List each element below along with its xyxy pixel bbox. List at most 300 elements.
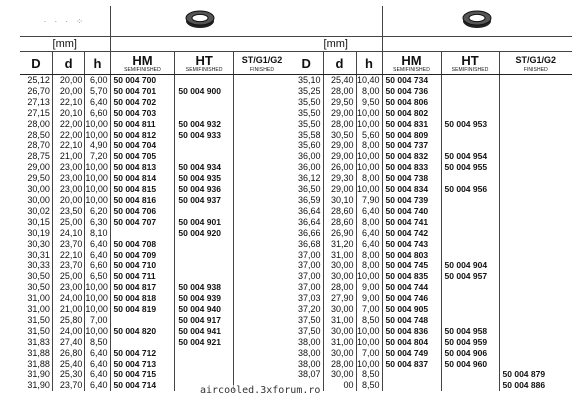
cell-hm: 50 004 710	[110, 260, 175, 271]
cell-st	[233, 282, 290, 293]
table-row	[20, 304, 290, 315]
table-row	[290, 228, 572, 239]
table-row	[290, 239, 572, 250]
cell-h: 6,40	[356, 239, 382, 250]
cell-st	[233, 326, 290, 337]
cell-ht	[175, 151, 234, 162]
dimension-sketch-icon: · · · ⁘	[20, 6, 110, 37]
cell-st	[233, 315, 290, 326]
cell-d: 23,70	[52, 239, 84, 250]
watermark-text: aircooled.3xforum.ro	[200, 385, 321, 396]
cell-h: 10,00	[85, 195, 110, 206]
table-row	[20, 250, 290, 261]
cell-hm: 50 004 738	[382, 173, 441, 184]
header-ht: HT SEMIFINISHED	[441, 52, 499, 75]
cell-st	[499, 315, 572, 326]
cell-hm: 50 004 806	[382, 97, 441, 108]
cell-st	[233, 184, 290, 195]
cell-d: 30,00	[323, 369, 356, 380]
cell-ht	[175, 348, 234, 359]
cell-D: 35,60	[290, 140, 323, 151]
cell-ht	[175, 75, 234, 86]
cell-D: 35,58	[290, 130, 323, 141]
cell-st	[233, 250, 290, 261]
right-table-panel	[290, 6, 572, 391]
cell-st	[233, 130, 290, 141]
cell-D: 31,88	[20, 359, 52, 370]
cell-hm: 50 004 715	[110, 369, 175, 380]
cell-D: 28,00	[20, 119, 52, 130]
cell-hm: 50 004 705	[110, 151, 175, 162]
cell-hm: 50 004 803	[382, 250, 441, 261]
cell-ht: 50 004 901	[175, 217, 234, 228]
cell-h: 10,00	[356, 359, 382, 370]
cell-hm: 50 004 812	[110, 130, 175, 141]
cell-d: 26,90	[323, 228, 356, 239]
cell-hm: 50 004 708	[110, 239, 175, 250]
cell-h: 10,00	[85, 293, 110, 304]
cell-st	[499, 130, 572, 141]
cell-st	[499, 326, 572, 337]
cell-ht: 50 004 900	[175, 86, 234, 97]
table-row	[20, 348, 290, 359]
cell-st	[233, 293, 290, 304]
cell-ht	[175, 239, 234, 250]
cell-h: 7,90	[356, 195, 382, 206]
cell-ht: 50 004 958	[441, 326, 499, 337]
cell-hm: 50 004 837	[382, 359, 441, 370]
cell-ht: 50 004 906	[441, 348, 499, 359]
cell-st	[233, 359, 290, 370]
cell-st	[499, 337, 572, 348]
cell-ht: 50 004 904	[441, 260, 499, 271]
cell-h: 5,60	[356, 130, 382, 141]
cell-D: 38,07	[290, 369, 323, 380]
cell-D: 29,00	[20, 162, 52, 173]
cell-hm: 50 004 709	[110, 250, 175, 261]
cell-D: 36,50	[290, 184, 323, 195]
table-row	[290, 304, 572, 315]
cell-h: 7,00	[356, 304, 382, 315]
cell-hm: 50 004 741	[382, 217, 441, 228]
cell-D: 28,50	[20, 130, 52, 141]
cell-ht: 50 004 921	[175, 337, 234, 348]
cell-d: 24,00	[52, 326, 84, 337]
cell-D: 30,50	[20, 282, 52, 293]
cell-ht: 50 004 956	[441, 184, 499, 195]
cell-hm: 50 004 707	[110, 217, 175, 228]
cell-h: 10,00	[356, 326, 382, 337]
left-unit-row	[20, 37, 290, 52]
cell-D: 30,00	[20, 195, 52, 206]
header-ht: HT SEMIFINISHED	[175, 52, 234, 75]
table-row	[20, 195, 290, 206]
cell-h: 9,00	[356, 282, 382, 293]
cell-st	[233, 260, 290, 271]
cell-D: 35,25	[290, 86, 323, 97]
cell-d: 26,80	[52, 348, 84, 359]
table-row	[290, 348, 572, 359]
cell-ht: 50 004 935	[175, 173, 234, 184]
seal-ring-icon	[382, 6, 572, 37]
cell-d: 25,00	[52, 217, 84, 228]
cell-d: 25,00	[52, 271, 84, 282]
cell-st	[499, 108, 572, 119]
cell-ht: 50 004 955	[441, 162, 499, 173]
table-row	[290, 369, 572, 380]
cell-D: 30,31	[20, 250, 52, 261]
cell-hm: 50 004 813	[110, 162, 175, 173]
cell-D: 31,83	[20, 337, 52, 348]
table-row	[290, 119, 572, 130]
cell-D: 28,75	[20, 151, 52, 162]
table-row	[290, 293, 572, 304]
cell-D: 30,19	[20, 228, 52, 239]
table-row	[20, 217, 290, 228]
cell-ht: 50 004 917	[175, 315, 234, 326]
cell-d: 29,00	[323, 140, 356, 151]
cell-h: 10,00	[85, 304, 110, 315]
cell-hm: 50 004 820	[110, 326, 175, 337]
cell-h: 7,20	[85, 151, 110, 162]
cell-st	[233, 337, 290, 348]
cell-h: 8,00	[356, 250, 382, 261]
cell-hm: 50 004 736	[382, 86, 441, 97]
cell-D: 30,50	[20, 271, 52, 282]
cell-D: 31,00	[20, 304, 52, 315]
table-row	[290, 162, 572, 173]
cell-ht	[441, 304, 499, 315]
cell-ht: 50 004 932	[175, 119, 234, 130]
cell-h: 9,50	[356, 97, 382, 108]
cell-hm: 50 004 834	[382, 184, 441, 195]
cell-d: 30,00	[323, 348, 356, 359]
cell-hm: 50 004 817	[110, 282, 175, 293]
table-row	[20, 293, 290, 304]
cell-D: 36,68	[290, 239, 323, 250]
table-row	[20, 140, 290, 151]
cell-st	[499, 304, 572, 315]
cell-st	[233, 195, 290, 206]
cell-h: 6,30	[85, 217, 110, 228]
table-row	[20, 119, 290, 130]
cell-d: 30,00	[323, 304, 356, 315]
cell-D: 37,20	[290, 304, 323, 315]
cell-st	[499, 228, 572, 239]
cell-hm: 50 004 700	[110, 75, 175, 86]
cell-ht	[441, 228, 499, 239]
cell-D: 36,00	[290, 162, 323, 173]
cell-st	[499, 260, 572, 271]
cell-st	[499, 75, 572, 86]
cell-ht	[441, 108, 499, 119]
cell-st	[499, 293, 572, 304]
cell-d: 31,00	[323, 250, 356, 261]
cell-ht	[441, 369, 499, 380]
cell-D: 28,70	[20, 140, 52, 151]
cell-st	[499, 195, 572, 206]
cell-h: 8,00	[356, 86, 382, 97]
cell-st	[499, 119, 572, 130]
cell-hm: 50 004 809	[382, 130, 441, 141]
cell-ht	[441, 195, 499, 206]
cell-ht	[441, 380, 499, 391]
right-icon-row	[290, 6, 572, 37]
right-dimension-table	[290, 6, 572, 391]
header-D: D	[20, 52, 52, 75]
right-unit-row	[290, 37, 572, 52]
cell-d: 26,00	[323, 162, 356, 173]
cell-h: 6,40	[85, 369, 110, 380]
table-row	[20, 260, 290, 271]
cell-h: 8,10	[85, 228, 110, 239]
unit-label: [mm]	[20, 37, 110, 52]
table-row	[20, 86, 290, 97]
cell-hm: 50 004 712	[110, 348, 175, 359]
cell-d: 25,80	[52, 315, 84, 326]
cell-h: 8,00	[356, 173, 382, 184]
cell-h: 6,40	[85, 359, 110, 370]
header-hm: HM SEMIFINISHED	[382, 52, 441, 75]
cell-h: 7,00	[356, 348, 382, 359]
cell-h: 6,40	[85, 239, 110, 250]
cell-st	[499, 140, 572, 151]
cell-hm: 50 004 743	[382, 239, 441, 250]
cell-hm	[110, 228, 175, 239]
cell-d: 31,20	[323, 239, 356, 250]
cell-h: 6,60	[85, 108, 110, 119]
cell-hm: 50 004 740	[382, 206, 441, 217]
cell-st	[233, 217, 290, 228]
table-row	[20, 173, 290, 184]
cell-d: 31,00	[323, 337, 356, 348]
cell-h: 6,40	[85, 97, 110, 108]
cell-ht: 50 004 940	[175, 304, 234, 315]
cell-d: 20,10	[52, 108, 84, 119]
table-row	[290, 282, 572, 293]
cell-st	[233, 86, 290, 97]
table-row	[20, 282, 290, 293]
cell-D: 36,00	[290, 151, 323, 162]
cell-d: 24,00	[52, 293, 84, 304]
cell-d: 22,00	[52, 119, 84, 130]
cell-ht: 50 004 938	[175, 282, 234, 293]
cell-ht: 50 004 937	[175, 195, 234, 206]
cell-h: 7,00	[85, 315, 110, 326]
cell-d: 23,00	[52, 173, 84, 184]
cell-ht	[175, 250, 234, 261]
cell-h: 10,00	[85, 326, 110, 337]
cell-D: 37,00	[290, 260, 323, 271]
cell-h: 10,00	[85, 282, 110, 293]
table-row	[290, 271, 572, 282]
cell-D: 31,50	[20, 315, 52, 326]
dimension-sketch-icon	[290, 6, 382, 37]
header-st: ST/G1/G2 FINISHED	[499, 52, 572, 75]
left-header-row	[20, 52, 290, 75]
cell-ht	[175, 97, 234, 108]
cell-ht	[175, 260, 234, 271]
cell-st	[499, 86, 572, 97]
cell-D: 36,64	[290, 217, 323, 228]
left-icon-row	[20, 6, 290, 37]
cell-st	[233, 304, 290, 315]
cell-st	[499, 282, 572, 293]
cell-h: 10,00	[85, 119, 110, 130]
cell-ht	[441, 239, 499, 250]
cell-D: 36,64	[290, 206, 323, 217]
cell-ht	[441, 250, 499, 261]
table-row	[290, 195, 572, 206]
cell-d: 22,10	[52, 140, 84, 151]
cell-st	[233, 173, 290, 184]
cell-hm: 50 004 734	[382, 75, 441, 86]
cell-h: 6,40	[85, 250, 110, 261]
cell-h: 10,00	[356, 151, 382, 162]
cell-st	[233, 97, 290, 108]
cell-ht: 50 004 953	[441, 119, 499, 130]
header-st: ST/G1/G2 FINISHED	[233, 52, 290, 75]
table-row	[290, 140, 572, 151]
cell-st	[233, 151, 290, 162]
cell-d: 25,40	[323, 75, 356, 86]
cell-d: 25,30	[52, 369, 84, 380]
cell-D: 37,00	[290, 271, 323, 282]
table-row	[290, 86, 572, 97]
cell-h: 6,60	[85, 260, 110, 271]
cell-hm: 50 004 833	[382, 162, 441, 173]
cell-d: 28,00	[323, 282, 356, 293]
cell-h: 8,00	[356, 260, 382, 271]
cell-D: 30,33	[20, 260, 52, 271]
cell-hm: 50 004 711	[110, 271, 175, 282]
header-d: d	[323, 52, 356, 75]
cell-D: 30,30	[20, 239, 52, 250]
table-row	[20, 326, 290, 337]
header-hm: HM SEMIFINISHED	[110, 52, 175, 75]
cell-ht: 50 004 957	[441, 271, 499, 282]
header-d: d	[52, 52, 84, 75]
cell-ht: 50 004 939	[175, 293, 234, 304]
cell-D: 35,50	[290, 108, 323, 119]
cell-d: 30,10	[323, 195, 356, 206]
cell-d: 28,60	[323, 206, 356, 217]
cell-D: 31,50	[20, 326, 52, 337]
cell-d: 23,50	[52, 206, 84, 217]
right-table-body	[290, 75, 572, 392]
cell-hm: 50 004 818	[110, 293, 175, 304]
cell-D: 36,66	[290, 228, 323, 239]
cell-hm: 50 004 704	[110, 140, 175, 151]
cell-hm	[110, 337, 175, 348]
cell-d: 22,10	[52, 250, 84, 261]
cell-D: 30,02	[20, 206, 52, 217]
cell-D: 26,70	[20, 86, 52, 97]
table-row	[20, 75, 290, 86]
cell-h: 5,70	[85, 86, 110, 97]
cell-d: 23,70	[52, 380, 84, 391]
cell-hm: 50 004 749	[382, 348, 441, 359]
cell-hm: 50 004 802	[382, 108, 441, 119]
table-row	[290, 250, 572, 261]
cell-ht: 50 004 959	[441, 337, 499, 348]
cell-D: 35,50	[290, 97, 323, 108]
cell-d: 25,40	[52, 359, 84, 370]
cell-d: 20,00	[52, 75, 84, 86]
cell-d: 22,00	[52, 130, 84, 141]
cell-ht	[441, 206, 499, 217]
table-row	[290, 326, 572, 337]
table-row	[20, 151, 290, 162]
cell-st	[499, 348, 572, 359]
table-row	[20, 359, 290, 370]
cell-hm	[110, 315, 175, 326]
cell-d: 29,50	[323, 97, 356, 108]
cell-st	[233, 140, 290, 151]
cell-hm: 50 004 816	[110, 195, 175, 206]
cell-ht	[441, 86, 499, 97]
cell-hm: 50 004 703	[110, 108, 175, 119]
cell-st	[233, 228, 290, 239]
left-table-panel	[20, 6, 290, 391]
cell-ht: 50 004 954	[441, 151, 499, 162]
cell-st	[499, 250, 572, 261]
cell-D: 30,00	[20, 184, 52, 195]
header-h: h	[356, 52, 382, 75]
cell-hm: 50 004 706	[110, 206, 175, 217]
seal-ring-icon	[110, 6, 290, 37]
left-table-body	[20, 75, 290, 392]
cell-ht	[441, 173, 499, 184]
cell-st	[233, 206, 290, 217]
cell-st	[499, 97, 572, 108]
cell-ht	[175, 369, 234, 380]
cell-d: 30,00	[323, 271, 356, 282]
cell-st	[233, 348, 290, 359]
table-row	[290, 130, 572, 141]
cell-h: 6,50	[85, 271, 110, 282]
cell-D: 36,59	[290, 195, 323, 206]
cell-h: 10,00	[85, 162, 110, 173]
cell-d: 28,00	[323, 119, 356, 130]
table-row	[290, 217, 572, 228]
cell-D: 35,10	[290, 75, 323, 86]
cell-ht	[175, 140, 234, 151]
cell-h: 9,00	[356, 293, 382, 304]
cell-ht: 50 004 920	[175, 228, 234, 239]
cell-st	[233, 271, 290, 282]
table-row	[290, 359, 572, 370]
cell-hm: 50 004 814	[110, 173, 175, 184]
cell-h: 10,00	[356, 108, 382, 119]
table-row	[290, 380, 572, 391]
cell-st	[499, 239, 572, 250]
cell-h: 4,90	[85, 140, 110, 151]
cell-h: 10,40	[356, 75, 382, 86]
cell-d: 29,00	[323, 151, 356, 162]
cell-st	[233, 239, 290, 250]
cell-hm: 50 004 701	[110, 86, 175, 97]
cell-h: 10,00	[356, 184, 382, 195]
cell-hm: 50 004 746	[382, 293, 441, 304]
cell-d: 30,00	[323, 326, 356, 337]
cell-h: 8,50	[356, 380, 382, 391]
cell-st	[233, 162, 290, 173]
cell-d: 21,00	[52, 151, 84, 162]
cell-ht	[441, 293, 499, 304]
left-dimension-table	[20, 6, 290, 391]
table-row	[20, 130, 290, 141]
